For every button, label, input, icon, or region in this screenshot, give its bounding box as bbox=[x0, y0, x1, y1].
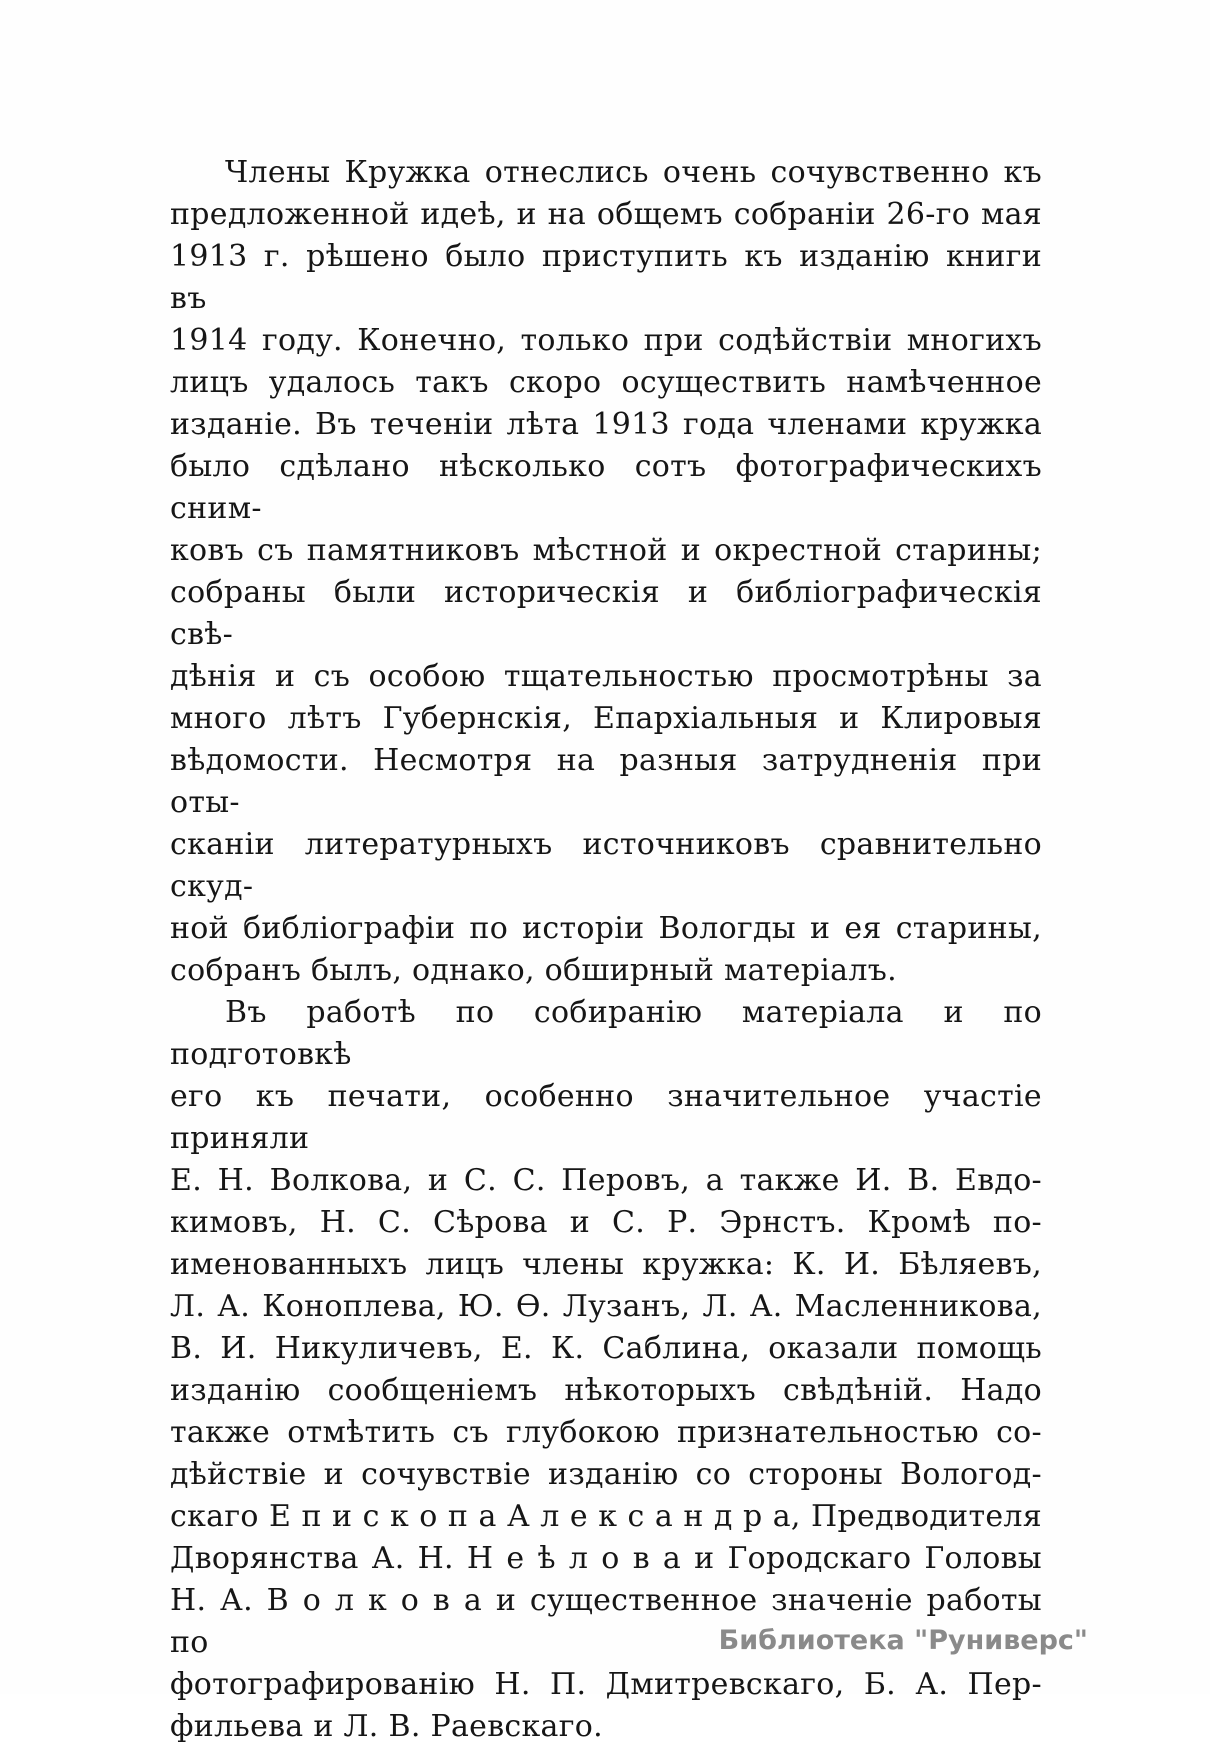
text-line: было сдѣлано нѣсколько сотъ фотографическихъ сним- bbox=[170, 449, 1042, 526]
text-line: предложенной идеѣ, и на общемъ собраніи 26-го мая bbox=[170, 197, 1042, 232]
text-line: много лѣтъ Губернскія, Епархіальныя и Клировыя bbox=[170, 701, 1042, 736]
text-line: изданіе. Въ теченіи лѣта 1913 года членами кружка bbox=[170, 407, 1042, 442]
text-line: лицъ удалось такъ скоро осуществить намѣченное bbox=[170, 365, 1042, 400]
text-line: Е. Н. Волкова, и С. С. Перовъ, а также И. В. Евдо- bbox=[170, 1163, 1042, 1198]
text-line: 1913 г. рѣшено было приступить къ изданію книги въ bbox=[170, 239, 1042, 316]
text-line: кимовъ, Н. С. Сѣрова и С. Р. Эрнстъ. Кромѣ по- bbox=[170, 1205, 1042, 1240]
text-line: его къ печати, особенно значительное участіе приняли bbox=[170, 1079, 1042, 1156]
text-line: сканіи литературныхъ источниковъ сравнительно скуд- bbox=[170, 827, 1042, 904]
text-line: собраны были историческія и библіографическія свѣ- bbox=[170, 575, 1042, 652]
text-line: Н. А. В о л к о в а и существенное значеніе работы по bbox=[170, 1583, 1042, 1660]
text-line: дѣйствіе и сочувствіе изданію со стороны Вологод- bbox=[170, 1457, 1042, 1492]
text-line: скаго Е п и с к о п а А л е к с а н д р а, Предводителя bbox=[170, 1499, 1042, 1534]
text-line: также отмѣтить съ глубокою признательностью со- bbox=[170, 1415, 1042, 1450]
text-line: Л. А. Коноплева, Ю. Ѳ. Лузанъ, Л. А. Масленникова, bbox=[170, 1289, 1042, 1324]
text-line: ковъ съ памятниковъ мѣстной и окрестной старины; bbox=[170, 533, 1042, 568]
text-line: вѣдомости. Несмотря на разныя затрудненія при оты- bbox=[170, 743, 1042, 820]
text-line: Члены Кружка отнеслись очень сочувственно къ bbox=[225, 155, 1042, 190]
text-line: В. И. Никуличевъ, Е. К. Саблина, оказали помощь bbox=[170, 1331, 1042, 1366]
text-line: дѣнія и съ особою тщательностью просмотрѣны за bbox=[170, 659, 1042, 694]
text-line: фотографированію Н. П. Дмитревскаго, Б. А. Пер- bbox=[170, 1667, 1042, 1702]
text-line: именованныхъ лицъ члены кружка: К. И. Бѣляевъ, bbox=[170, 1247, 1042, 1282]
text-line: собранъ былъ, однако, обширный матеріалъ. bbox=[170, 953, 897, 988]
library-watermark: Библиотека "Руниверс" bbox=[718, 1625, 1088, 1656]
text-line: изданію сообщеніемъ нѣкоторыхъ свѣдѣній. Надо bbox=[170, 1373, 1042, 1408]
text-line: ной библіографіи по исторіи Вологды и ея старины, bbox=[170, 911, 1042, 946]
page-text-block bbox=[170, 152, 1042, 1748]
text-line: Дворянства А. Н. Н е ѣ л о в а и Городскаго Головы bbox=[170, 1541, 1042, 1576]
text-line: Въ работѣ по собиранію матеріала и по подготовкѣ bbox=[170, 995, 1042, 1072]
text-line: фильева и Л. В. Раевскаго. bbox=[170, 1709, 603, 1744]
text-line: 1914 году. Конечно, только при содѣйствіи многихъ bbox=[170, 323, 1042, 358]
